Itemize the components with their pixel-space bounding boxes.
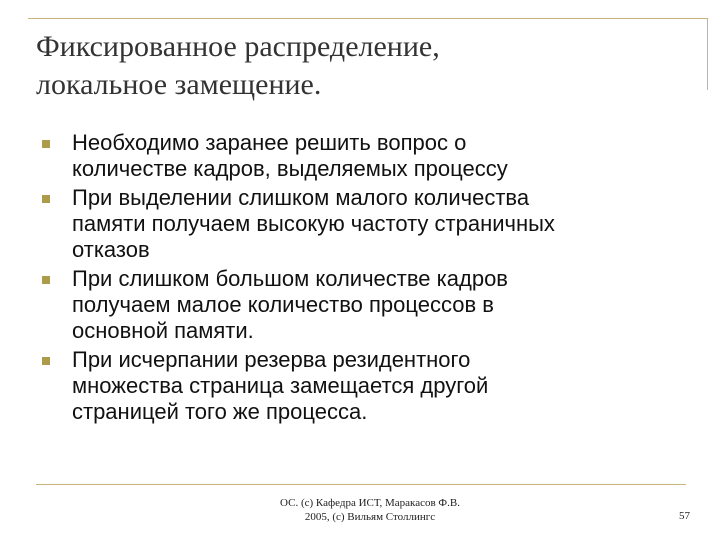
footer-credits (240, 496, 500, 524)
title-line-2: локальное замещение. (36, 68, 322, 101)
frame-top-line (28, 18, 708, 19)
square-bullet-icon (42, 357, 50, 365)
title-line-1: Фиксированное распределение, (36, 30, 440, 63)
bullet-text-line: памяти получаем высокую частоту страничных (72, 211, 555, 236)
bullet-text-line: отказов (72, 237, 150, 262)
frame-right-line (707, 18, 708, 90)
bullet-item-1 (42, 130, 662, 182)
footer-divider (36, 484, 686, 485)
bullet-list (42, 130, 662, 428)
slide-title (36, 28, 676, 104)
bullet-text-line: При исчерпании резерва резидентного (72, 347, 471, 372)
square-bullet-icon (42, 195, 50, 203)
bullet-text-line: страницей того же процесса. (72, 399, 368, 424)
bullet-text-line: количестве кадров, выделяемых процессу (72, 156, 508, 181)
footer-line-1: ОС. (c) Кафедра ИСТ, Маракасов Ф.В. (280, 497, 460, 509)
square-bullet-icon (42, 140, 50, 148)
bullet-text-line: множества страница замещается другой (72, 373, 489, 398)
bullet-text-line: Необходимо заранее решить вопрос о (72, 130, 467, 155)
bullet-text-line: При выделении слишком малого количества (72, 185, 530, 210)
bullet-text-line: получаем малое количество процессов в (72, 292, 494, 317)
bullet-item-3 (42, 266, 662, 344)
bullet-item-2 (42, 185, 662, 263)
bullet-text-line: основной памяти. (72, 318, 254, 343)
page-number: 57 (679, 510, 690, 522)
bullet-text-line: При слишком большом количестве кадров (72, 266, 508, 291)
footer-line-2: 2005, (с) Вильям Столлингс (304, 511, 436, 523)
square-bullet-icon (42, 276, 50, 284)
bullet-item-4 (42, 347, 662, 425)
